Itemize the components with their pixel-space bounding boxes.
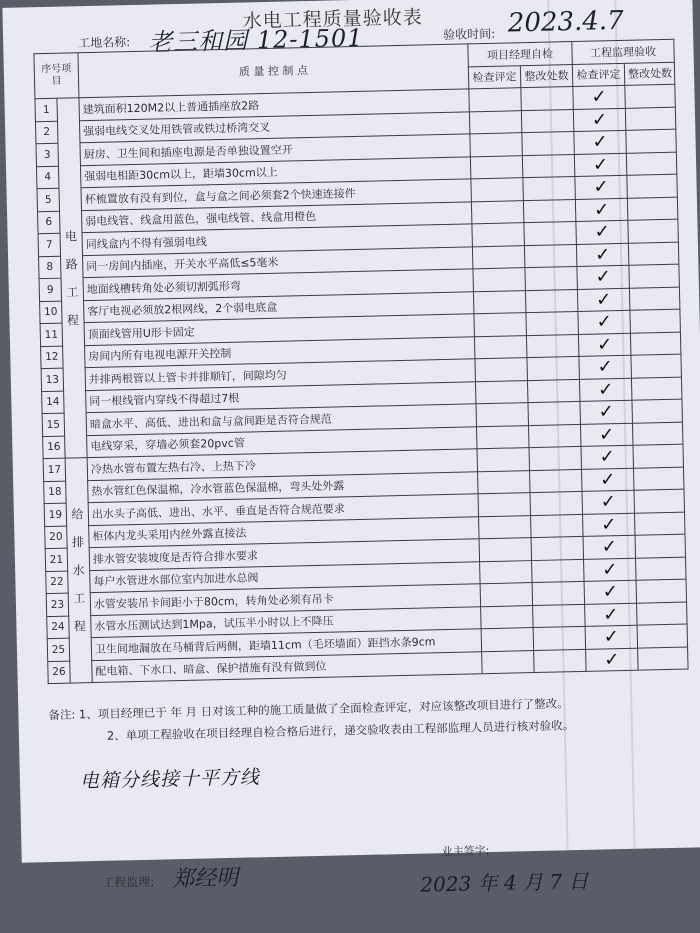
row-number: 21 <box>45 548 68 571</box>
row-number: 17 <box>43 458 66 481</box>
pm-rectify-cell <box>534 649 586 673</box>
pm-check-eval-cell <box>469 88 521 112</box>
pm-rectify-cell <box>522 132 574 156</box>
pm-rectify-cell <box>527 379 579 403</box>
pm-check-eval-cell <box>471 200 523 224</box>
header-item: 项目 <box>51 63 72 87</box>
pm-check-eval-cell <box>478 493 530 517</box>
sup-rectify-cell <box>635 512 685 536</box>
pm-rectify-cell <box>530 491 582 515</box>
row-number: 13 <box>41 368 64 391</box>
row-number: 20 <box>45 526 68 549</box>
row-number: 18 <box>44 481 67 504</box>
control-point-text: 房间内所有电视电源开关控制 <box>85 336 475 367</box>
date-label: 验收时间: <box>442 26 496 42</box>
sup-rectify-cell <box>630 332 680 356</box>
pm-check-eval-cell <box>473 290 525 314</box>
sup-rectify-cell <box>627 197 677 221</box>
control-point-text: 冷热水管布置左热右冷、上热下冷 <box>87 449 477 480</box>
pm-rectify-cell <box>533 604 585 628</box>
pm-rectify-cell <box>521 109 573 133</box>
sup-rectify-cell <box>629 287 679 311</box>
pm-rectify-cell <box>529 446 581 470</box>
supervisor-checkmark: ✓ <box>580 400 632 424</box>
sup-rectify-cell <box>636 557 686 581</box>
pm-rectify-cell <box>522 154 574 178</box>
pm-rectify-cell <box>527 356 579 380</box>
pm-check-eval-cell <box>476 403 528 427</box>
sup-rectify-cell <box>631 354 681 378</box>
sup-rectify-cell <box>635 534 685 558</box>
supervisor-label: 工程监理: <box>102 874 155 890</box>
supervisor-checkmark: ✓ <box>573 85 625 109</box>
pm-rectify-cell <box>523 176 575 200</box>
control-point-text: 杯梳置放有没有到位，盒与盒之间必须套2个快速连接件 <box>81 179 471 210</box>
pm-check-eval-cell <box>472 245 524 269</box>
category-electrical: 电路工程 <box>57 98 87 458</box>
owner-signed-date: 2023 年 4 月 7 日 <box>420 868 589 897</box>
row-number: 22 <box>46 571 69 594</box>
header-sup-check-eval: 检查评定 <box>572 63 624 87</box>
sup-rectify-cell <box>631 377 681 401</box>
inspection-rows <box>35 84 688 683</box>
pm-rectify-cell <box>531 514 583 538</box>
pm-check-eval-cell <box>482 650 534 674</box>
sup-rectify-cell <box>636 579 686 603</box>
supervisor-checkmark: ✓ <box>578 310 630 334</box>
control-point-text: 出水头子高低、进出、水平、垂直是否符合规范要求 <box>88 494 478 525</box>
control-point-text: 客厅电视必须放2根网线，2个弱电底盒 <box>84 291 474 322</box>
control-point-text: 强弱电线交叉处用铁管或铁过桥湾交叉 <box>79 111 469 142</box>
supervisor-checkmark: ✓ <box>578 333 630 357</box>
sup-rectify-cell <box>628 219 678 243</box>
pm-check-eval-cell <box>481 628 533 652</box>
pm-check-eval-cell <box>480 583 532 607</box>
pm-rectify-cell <box>530 469 582 493</box>
inspection-date-handwritten: 2023.4.7 <box>507 5 624 39</box>
pm-check-eval-cell <box>479 515 531 539</box>
row-number: 10 <box>40 301 63 324</box>
sup-rectify-cell <box>637 624 687 648</box>
supervisor-checkmark: ✓ <box>584 558 636 582</box>
pm-rectify-cell <box>528 401 580 425</box>
pm-check-eval-cell <box>475 380 527 404</box>
supervisor-checkmark: ✓ <box>581 445 633 469</box>
control-point-text: 顶面线管用U形卡固定 <box>84 314 474 345</box>
remarks-line-1: 备注: 1、项目经理已于 年 月 日对该工种的施工质量做了全面检查评定，对应该整改项目进行了整改。 <box>48 696 569 723</box>
pm-rectify-cell <box>524 244 576 268</box>
sup-rectify-cell <box>632 399 682 423</box>
control-point-text: 弱电线管、线盒用蓝色，强电线管、线盒用橙色 <box>81 201 471 232</box>
row-number: 12 <box>41 346 64 369</box>
supervisor-checkmark: ✓ <box>580 423 632 447</box>
supervisor-checkmark: ✓ <box>576 243 628 267</box>
pm-check-eval-cell <box>477 425 529 449</box>
pm-rectify-cell <box>532 581 584 605</box>
supervisor-signature: 郑经明 <box>171 865 239 893</box>
row-number: 15 <box>42 413 65 436</box>
sup-rectify-cell <box>632 422 682 446</box>
row-number: 25 <box>47 638 70 661</box>
control-point-text: 电线穿采，穿墙必须套20pvc管 <box>87 426 477 457</box>
row-number: 1 <box>35 98 58 121</box>
control-point-text: 建筑面积120M2以上普通插座放2路 <box>79 89 469 120</box>
header-pm-rectify-count: 整改处数 <box>520 64 572 88</box>
pm-check-eval-cell <box>474 313 526 337</box>
sup-rectify-cell <box>625 107 675 131</box>
pm-rectify-cell <box>531 536 583 560</box>
owner-signature-label: 业主签字: <box>441 844 490 859</box>
row-number: 19 <box>44 503 67 526</box>
control-point-text: 厨房、卫生间和插座电源是否单独设置空开 <box>80 134 470 165</box>
sup-rectify-cell <box>630 309 680 333</box>
sup-rectify-cell <box>627 174 677 198</box>
pm-rectify-cell <box>521 87 573 111</box>
sup-rectify-cell <box>625 84 675 108</box>
control-point-text: 热水管红色保温棉，冷水管蓝色保温棉，弯头处外露 <box>88 471 478 502</box>
pm-check-eval-cell <box>473 268 525 292</box>
supervisor-checkmark: ✓ <box>575 175 627 199</box>
pm-rectify-cell <box>525 266 577 290</box>
pm-rectify-cell <box>524 221 576 245</box>
pm-check-eval-cell <box>477 448 529 472</box>
site-name-handwritten: 老三和园 12-1501 <box>147 23 364 57</box>
supervisor-checkmark: ✓ <box>583 513 635 537</box>
supervisor-checkmark: ✓ <box>575 198 627 222</box>
supervisor-checkmark: ✓ <box>586 648 638 672</box>
supervisor-checkmark: ✓ <box>573 108 625 132</box>
supervisor-checkmark: ✓ <box>579 378 631 402</box>
sup-rectify-cell <box>634 489 684 513</box>
row-number: 11 <box>40 323 63 346</box>
pm-check-eval-cell <box>472 223 524 247</box>
pm-check-eval-cell <box>469 110 521 134</box>
sup-rectify-cell <box>626 152 676 176</box>
sup-rectify-cell <box>629 264 679 288</box>
supervisor-checkmark: ✓ <box>582 490 634 514</box>
pm-rectify-cell <box>533 626 585 650</box>
row-number: 2 <box>35 121 58 144</box>
supervisor-checkmark: ✓ <box>585 625 637 649</box>
remarks-line-2: 2、单项工程验收在项目经理自检合格后进行，递交验收表由工程部监理人员进行核对验收。 <box>106 718 575 743</box>
header-seq: 序号 <box>41 63 62 76</box>
site-label: 工地名称: <box>78 35 131 51</box>
pm-rectify-cell <box>526 334 578 358</box>
pm-rectify-cell <box>526 311 578 335</box>
supervisor-checkmark: ✓ <box>576 220 628 244</box>
row-number: 24 <box>47 616 70 639</box>
supervisor-checkmark: ✓ <box>583 535 635 559</box>
row-number: 8 <box>39 256 62 279</box>
control-point-text: 柜体内龙头采用内丝外露直接法 <box>89 516 479 547</box>
supervisor-checkmark: ✓ <box>585 603 637 627</box>
row-number: 4 <box>36 166 59 189</box>
header-sup-rectify-count: 整改处数 <box>624 62 674 86</box>
sup-rectify-cell <box>626 129 676 153</box>
supervisor-checkmark: ✓ <box>584 580 636 604</box>
pm-check-eval-cell <box>470 155 522 179</box>
supervisor-checkmark: ✓ <box>577 265 629 289</box>
sup-rectify-cell <box>633 467 683 491</box>
inspection-table <box>33 39 688 684</box>
pm-check-eval-cell <box>479 538 531 562</box>
pm-check-eval-cell <box>475 358 527 382</box>
control-point-text: 同一根线管内穿线不得超过7根 <box>86 381 476 412</box>
pm-check-eval-cell <box>470 133 522 157</box>
sup-rectify-cell <box>633 444 683 468</box>
form-title: 水电工程质量验收表 <box>242 6 423 33</box>
pm-rectify-cell <box>528 424 580 448</box>
row-number: 6 <box>38 211 61 234</box>
pm-check-eval-cell <box>480 560 532 584</box>
handwritten-note: 电箱分线接十平方线 <box>79 766 261 793</box>
row-number: 9 <box>39 278 62 301</box>
header-supervisor-acceptance: 工程监理验收 <box>572 39 674 64</box>
pm-rectify-cell <box>532 559 584 583</box>
supervisor-checkmark: ✓ <box>581 468 633 492</box>
sup-rectify-cell <box>638 647 688 671</box>
pm-check-eval-cell <box>478 470 530 494</box>
sup-rectify-cell <box>628 242 678 266</box>
pm-rectify-cell <box>523 199 575 223</box>
control-point-text: 水管安装吊卡间距小于80cm，转角处必须有吊卡 <box>90 584 480 615</box>
inspection-form-sheet <box>2 0 700 897</box>
pm-rectify-cell <box>525 289 577 313</box>
supervisor-checkmark: ✓ <box>574 130 626 154</box>
control-point-text: 配电箱、下水口、暗盒、保护措施有没有做到位 <box>92 651 482 682</box>
pm-check-eval-cell <box>474 335 526 359</box>
header-pm-check-eval: 检查评定 <box>468 65 520 89</box>
control-point-text: 暗盒水平、高低、进出和盒与盒间距是否符合规范 <box>86 404 476 435</box>
pm-check-eval-cell <box>471 178 523 202</box>
supervisor-checkmark: ✓ <box>577 288 629 312</box>
control-point-text: 地面线槽转角处必须切割弧形弯 <box>83 269 473 300</box>
control-point-text: 卫生间地漏放在马桶背后两侧，距墙11cm（毛坯墙面）距挡水条9cm <box>91 629 481 660</box>
control-point-text: 排水管安装坡度是否符合排水要求 <box>89 539 479 570</box>
control-point-text: 同一房间内插座，开关水平高低≤5毫米 <box>83 246 473 277</box>
header-control-points: 质 量 控 制 点 <box>78 44 469 98</box>
control-point-text: 并排两根管以上管卡并排顺钉，间隙均匀 <box>85 359 475 390</box>
header-pm-selfcheck: 项目经理自检 <box>468 42 572 67</box>
control-point-text: 每户水管进水部位室内加进水总阀 <box>90 561 480 592</box>
control-point-text: 强弱电相距30cm以上，距墙30cm以上 <box>80 156 470 187</box>
supervisor-checkmark: ✓ <box>574 153 626 177</box>
row-number: 14 <box>42 391 65 414</box>
sup-rectify-cell <box>637 602 687 626</box>
row-number: 23 <box>46 593 69 616</box>
row-number: 26 <box>48 661 71 684</box>
row-number: 3 <box>36 143 59 166</box>
row-number: 5 <box>37 188 60 211</box>
pm-check-eval-cell <box>481 605 533 629</box>
category-plumbing: 给排水工程 <box>65 458 92 683</box>
row-number: 7 <box>38 233 61 256</box>
control-point-text: 同线盒内不得有强弱电线 <box>82 224 472 255</box>
row-number: 16 <box>43 436 66 459</box>
control-point-text: 水管水压测试达到1Mpa，试压半小时以上不降压 <box>91 606 481 637</box>
supervisor-checkmark: ✓ <box>579 355 631 379</box>
